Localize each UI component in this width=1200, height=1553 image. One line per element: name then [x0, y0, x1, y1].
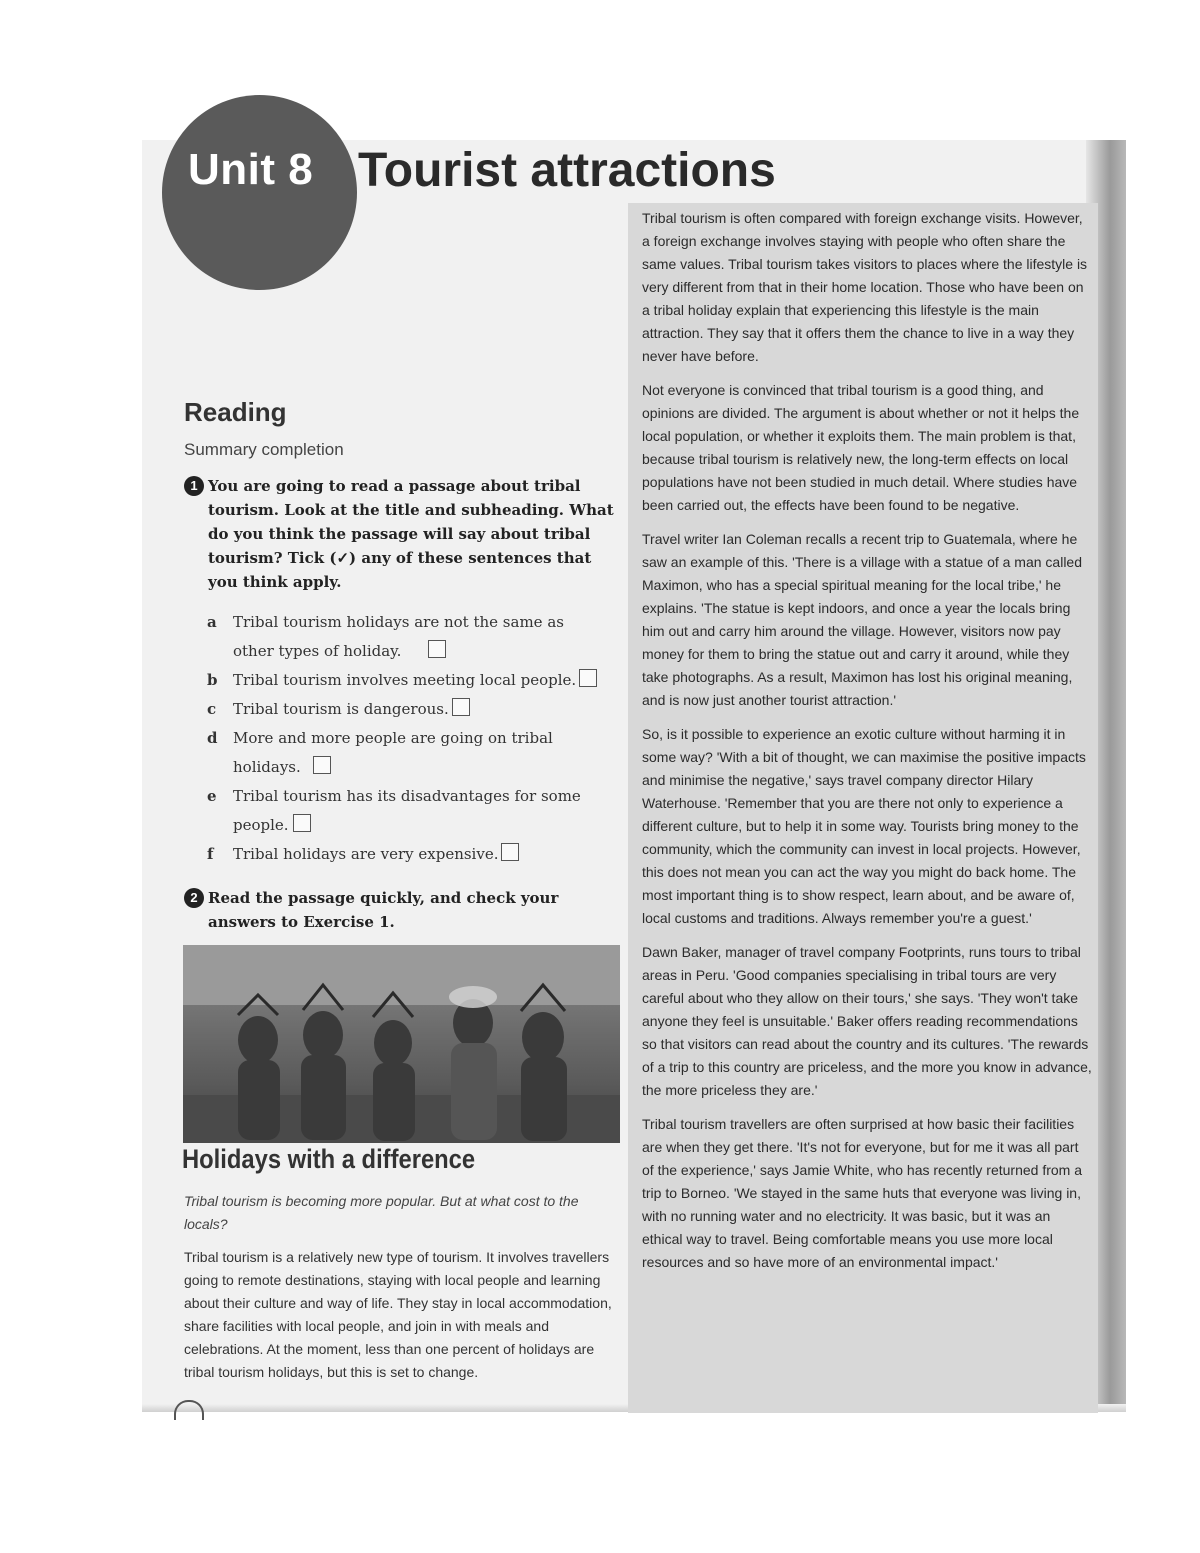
- statement-c: [207, 695, 617, 724]
- unit-label: Unit 8: [188, 145, 314, 194]
- statement-letter: d: [207, 729, 218, 747]
- statement-text: More and more people are going on tribal holidays.: [233, 729, 553, 776]
- statement-text: Tribal tourism holidays are not the same as other types of holiday.: [233, 613, 564, 660]
- statement-text: Tribal tourism has its disadvantages for some people.: [233, 787, 581, 834]
- tick-checkbox[interactable]: [293, 814, 311, 832]
- statement-text: Tribal holidays are very expensive.: [233, 845, 499, 863]
- article-paragraph-3: Travel writer Ian Coleman recalls a recent trip to Guatemala, where he saw an example of this. 'There is a village with a statue of a man called Maximon, who has a special spiritual meaning for the local tribe,' he explains. 'The statue is kept indoors, and once a year the locals bring him out and carry him around the village. However, visitors now pay money for them to bring the statue out and carry it around, while they take photographs. As a result, Maximon has lost his original meaning, and is now just another tourist attraction.': [642, 531, 1083, 708]
- exercise-1-instruction: You are going to read a passage about tribal tourism. Look at the title and subheading. What do you think the passage will say about tribal tourism? Tick (✓) any of these sentences that you think apply.: [208, 477, 614, 591]
- article-column: [628, 203, 1098, 1413]
- tick-checkbox[interactable]: [313, 756, 331, 774]
- statement-letter: f: [207, 845, 214, 863]
- tick-checkbox[interactable]: [452, 698, 470, 716]
- article-paragraph-1: Tribal tourism is often compared with foreign exchange visits. However, a foreign exchange involves staying with people who often share the same values. Tribal tourism takes visitors to places where the lifestyle is very different from that in their home location. Those who have been on a tribal holiday explain that experiencing this lifestyle is the main attraction. They say that it offers them the chance to live in a way they never have before.: [642, 210, 1088, 364]
- exercise-number-badge: 2: [184, 888, 204, 908]
- statement-text: Tribal tourism is dangerous.: [233, 700, 449, 718]
- exercise-number-badge: 1: [184, 476, 204, 496]
- statement-a: [207, 608, 617, 666]
- section-heading: Reading: [184, 397, 287, 427]
- statement-d: [207, 724, 617, 782]
- tribal-group-photo: [183, 945, 620, 1143]
- statement-f: [207, 840, 617, 869]
- statement-letter: e: [207, 787, 217, 805]
- exercise-2: [184, 886, 564, 934]
- tick-checkbox[interactable]: [579, 669, 597, 687]
- article-paragraph-5: Dawn Baker, manager of travel company Footprints, runs tours to tribal areas in Peru. 'Good companies specialising in tribal tours are very careful about who they allow on their tours,' she says. 'They won't take anyone they feel is unsuitable.' Baker offers reading recommendations so that visitors can read about the country and its cultures. 'The rewards of a trip to this country are priceless, and the more you know in advance, the more priceless they are.': [642, 944, 1092, 1098]
- section-subheading: Summary completion: [184, 440, 344, 459]
- statement-e: [207, 782, 617, 840]
- statement-text: Tribal tourism involves meeting local people.: [233, 671, 577, 689]
- tick-checkbox[interactable]: [428, 640, 446, 658]
- photo-illustration: [183, 945, 620, 1143]
- unit-title: Tourist attractions: [358, 144, 776, 197]
- statement-letter: a: [207, 613, 217, 631]
- article-paragraph-2: Not everyone is convinced that tribal tourism is a good thing, and opinions are divided. The argument is about whether or not it helps the local population, or whether it exploits them. The main problem is that, because tribal tourism is relatively new, the long-term effects on local populations have not been studied in much detail. Where studies have been carried out, the effects have been found to be negative.: [642, 382, 1080, 513]
- statement-b: [207, 666, 617, 695]
- statement-letter: c: [207, 700, 217, 718]
- article-subheading: Tribal tourism is becoming more popular. But at what cost to the locals?: [184, 1193, 579, 1232]
- statement-letter: b: [207, 671, 218, 689]
- article-paragraph-4: So, is it possible to experience an exotic culture without harming it in some way? 'With a bit of thought, we can maximise the positive impacts and minimise the negative,' says travel company director Hilary Waterhouse. 'Remember that you are there not only to experience a different culture, but to help it in some way. Tourists bring money to the community, which the community can invest in local projects. However, this does not mean you can act the way you might do back home. The most important thing is to show respect, learn about, and be aware of, local customs and traditions. Always remember you're a guest.': [642, 726, 1086, 926]
- article-intro-paragraph: Tribal tourism is a relatively new type of tourism. It involves travellers going to remote destinations, staying with local people and learning about their culture and way of life. They stay in local accommodation, share facilities with local people, and join in with meals and celebrations. At the moment, less than one percent of holidays are tribal tourism holidays, but this is set to change.: [184, 1249, 612, 1380]
- statement-list: [207, 608, 617, 869]
- article-paragraph-6: Tribal tourism travellers are often surprised at how basic their facilities are when they get there. 'It's not for everyone, but for me it was all part of the experience,' says Jamie White, who has recently returned from a trip to Borneo. 'We stayed in the same huts that everyone was living in, with no running water and no electricity. It was basic, but it was an ethical way to travel. Being comfortable means you use more local resources and so have more of an environmental impact.': [642, 1116, 1082, 1270]
- exercise-2-instruction: Read the passage quickly, and check your answers to Exercise 1.: [208, 889, 559, 931]
- exercise-1: [184, 474, 620, 594]
- page-number-tab: [174, 1400, 204, 1420]
- tick-checkbox[interactable]: [501, 843, 519, 861]
- article-title: Holidays with a difference: [182, 1144, 476, 1174]
